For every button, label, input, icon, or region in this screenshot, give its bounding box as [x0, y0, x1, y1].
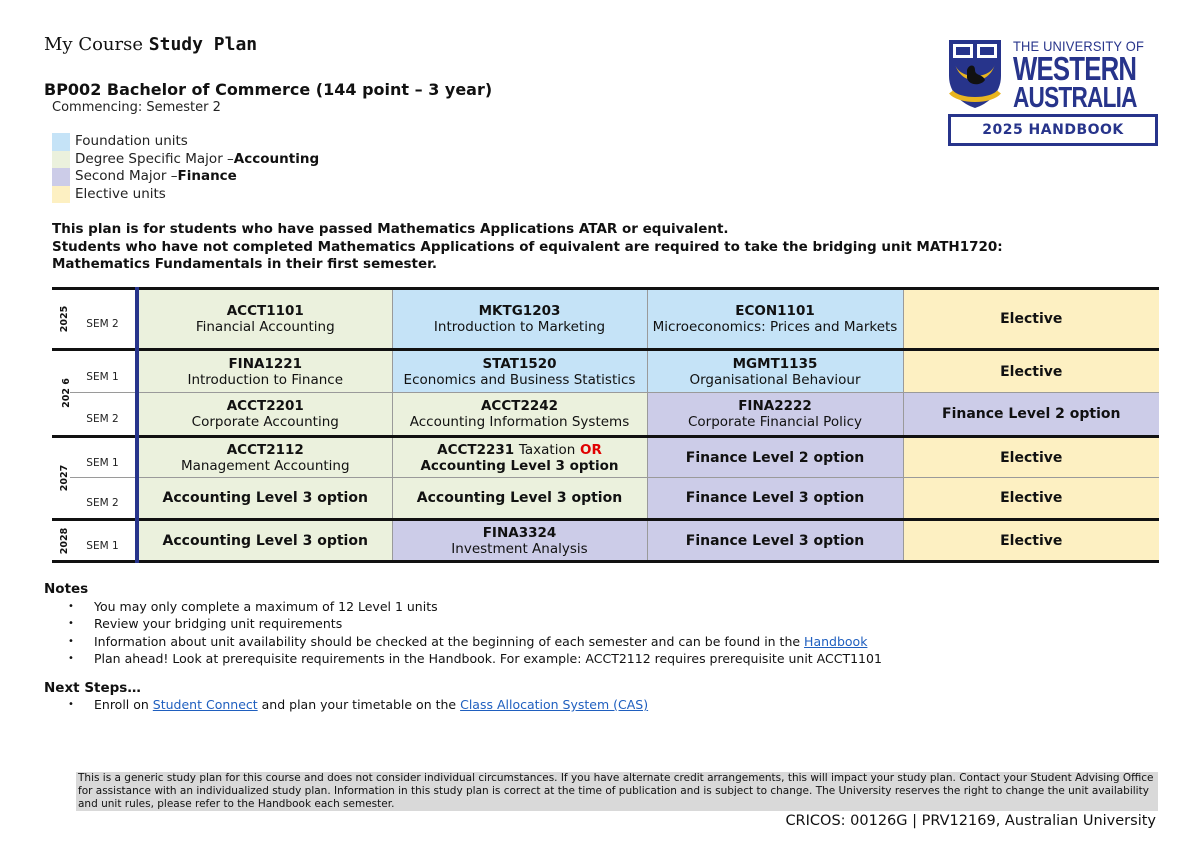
semester-label: SEM 2	[70, 393, 137, 437]
unit-cell: MGMT1135 Organisational Behaviour	[647, 350, 903, 393]
unit-cell: Accounting Level 3 option	[137, 478, 392, 520]
unit-cell: Accounting Level 3 option	[392, 478, 647, 520]
table-row	[52, 437, 1159, 478]
list-item: • Review your bridging unit requirements	[68, 615, 882, 632]
unit-cell: Finance Level 3 option	[647, 520, 903, 562]
table-row	[52, 478, 1159, 520]
list-item: • Plan ahead! Look at prerequisite requirements in the Handbook. For example: ACCT2112 requires prerequisite unit ACCT1101	[68, 650, 882, 667]
unit-cell: FINA1221 Introduction to Finance	[137, 350, 392, 393]
legend-swatch	[52, 151, 70, 169]
semester-label: SEM 1	[70, 437, 137, 478]
page-title: My Course Study Plan	[44, 34, 258, 55]
unit-cell: STAT1520 Economics and Business Statistics	[392, 350, 647, 393]
commencing-text: Commencing: Semester 2	[52, 100, 221, 115]
unit-cell: Finance Level 2 option	[647, 437, 903, 478]
crest-icon	[945, 36, 1005, 110]
course-title: BP002 Bachelor of Commerce (144 point – 3 year)	[44, 80, 493, 99]
student-connect-link[interactable]: Student Connect	[152, 697, 258, 712]
disclaimer: This is a generic study plan for this course and does not consider individual circumstances. If you have alternate credit arrangements, this will impact your study plan. Contact your Student Advising Office for assistance with an individualized study plan. Information in this study plan is correct at the time of publication and is subject to change. The University reserves the right to change the unit availability and unit rules, please refer to the Handbook each semester.	[76, 772, 1158, 811]
semester-label: SEM 2	[70, 478, 137, 520]
uwa-logo: THE UNIVERSITY OF WESTERN AUSTRALIA 2025 HANDBOOK	[943, 34, 1158, 150]
table-row	[52, 289, 1159, 350]
list-item: • Enroll on Student Connect and plan your timetable on the Class Allocation System (CAS)	[68, 696, 648, 713]
unit-cell: ACCT2112 Management Accounting	[137, 437, 392, 478]
unit-cell: Elective	[903, 478, 1159, 520]
unit-cell: ECON1101 Microeconomics: Prices and Markets	[647, 289, 903, 350]
unit-cell: Finance Level 2 option	[903, 393, 1159, 437]
unit-cell: ACCT2201 Corporate Accounting	[137, 393, 392, 437]
unit-cell: Accounting Level 3 option	[137, 520, 392, 562]
semester-label: SEM 2	[70, 289, 137, 350]
next-steps-heading: Next Steps…	[44, 680, 141, 696]
notes-heading: Notes	[44, 581, 89, 597]
unit-cell: Elective	[903, 437, 1159, 478]
year-label: 202 6	[52, 350, 70, 437]
unit-cell: FINA2222 Corporate Financial Policy	[647, 393, 903, 437]
unit-cell: Elective	[903, 520, 1159, 562]
legend	[52, 133, 319, 203]
notes-list	[68, 598, 882, 667]
handbook-link[interactable]: Handbook	[804, 633, 868, 649]
list-item: • You may only complete a maximum of 12 Level 1 units	[68, 598, 882, 615]
semester-label: SEM 1	[70, 350, 137, 393]
unit-cell: ACCT1101 Financial Accounting	[137, 289, 392, 350]
next-steps-list	[68, 696, 648, 713]
handbook-badge: 2025 HANDBOOK	[948, 114, 1158, 146]
legend-second-major: Second Major – Finance	[52, 168, 319, 186]
legend-swatch	[52, 133, 70, 151]
year-label: 2028	[52, 520, 70, 562]
legend-major: Degree Specific Major – Accounting	[52, 151, 319, 169]
unit-cell: FINA3324 Investment Analysis	[392, 520, 647, 562]
table-row	[52, 350, 1159, 393]
legend-foundation: Foundation units	[52, 133, 319, 151]
year-label: 2027	[52, 437, 70, 520]
unit-cell: ACCT2242 Accounting Information Systems	[392, 393, 647, 437]
list-item: • Information about unit availability should be checked at the beginning of each semester and can be found in the Handbook	[68, 633, 882, 650]
legend-swatch	[52, 186, 70, 204]
table-row	[52, 393, 1159, 437]
cricos-text: CRICOS: 00126G | PRV12169, Australian University	[785, 813, 1156, 829]
semester-label: SEM 1	[70, 520, 137, 562]
legend-elective: Elective units	[52, 186, 319, 204]
unit-cell: Elective	[903, 289, 1159, 350]
intro-text: This plan is for students who have passed Mathematics Applications ATAR or equivalent. Students who have not completed Mathematics Applications of equivalent are required to take the bridging unit MATH1720: Mathematics Fundamentals in their first semester.	[52, 221, 1003, 272]
unit-cell: Finance Level 3 option	[647, 478, 903, 520]
unit-cell: MKTG1203 Introduction to Marketing	[392, 289, 647, 350]
cas-link[interactable]: Class Allocation System (CAS)	[460, 697, 649, 712]
table-row	[52, 520, 1159, 562]
legend-swatch	[52, 168, 70, 186]
unit-cell: ACCT2231 Taxation OR Accounting Level 3 option	[392, 437, 647, 478]
year-label: 2025	[52, 289, 70, 350]
study-plan-table	[52, 287, 1159, 563]
unit-cell: Elective	[903, 350, 1159, 393]
